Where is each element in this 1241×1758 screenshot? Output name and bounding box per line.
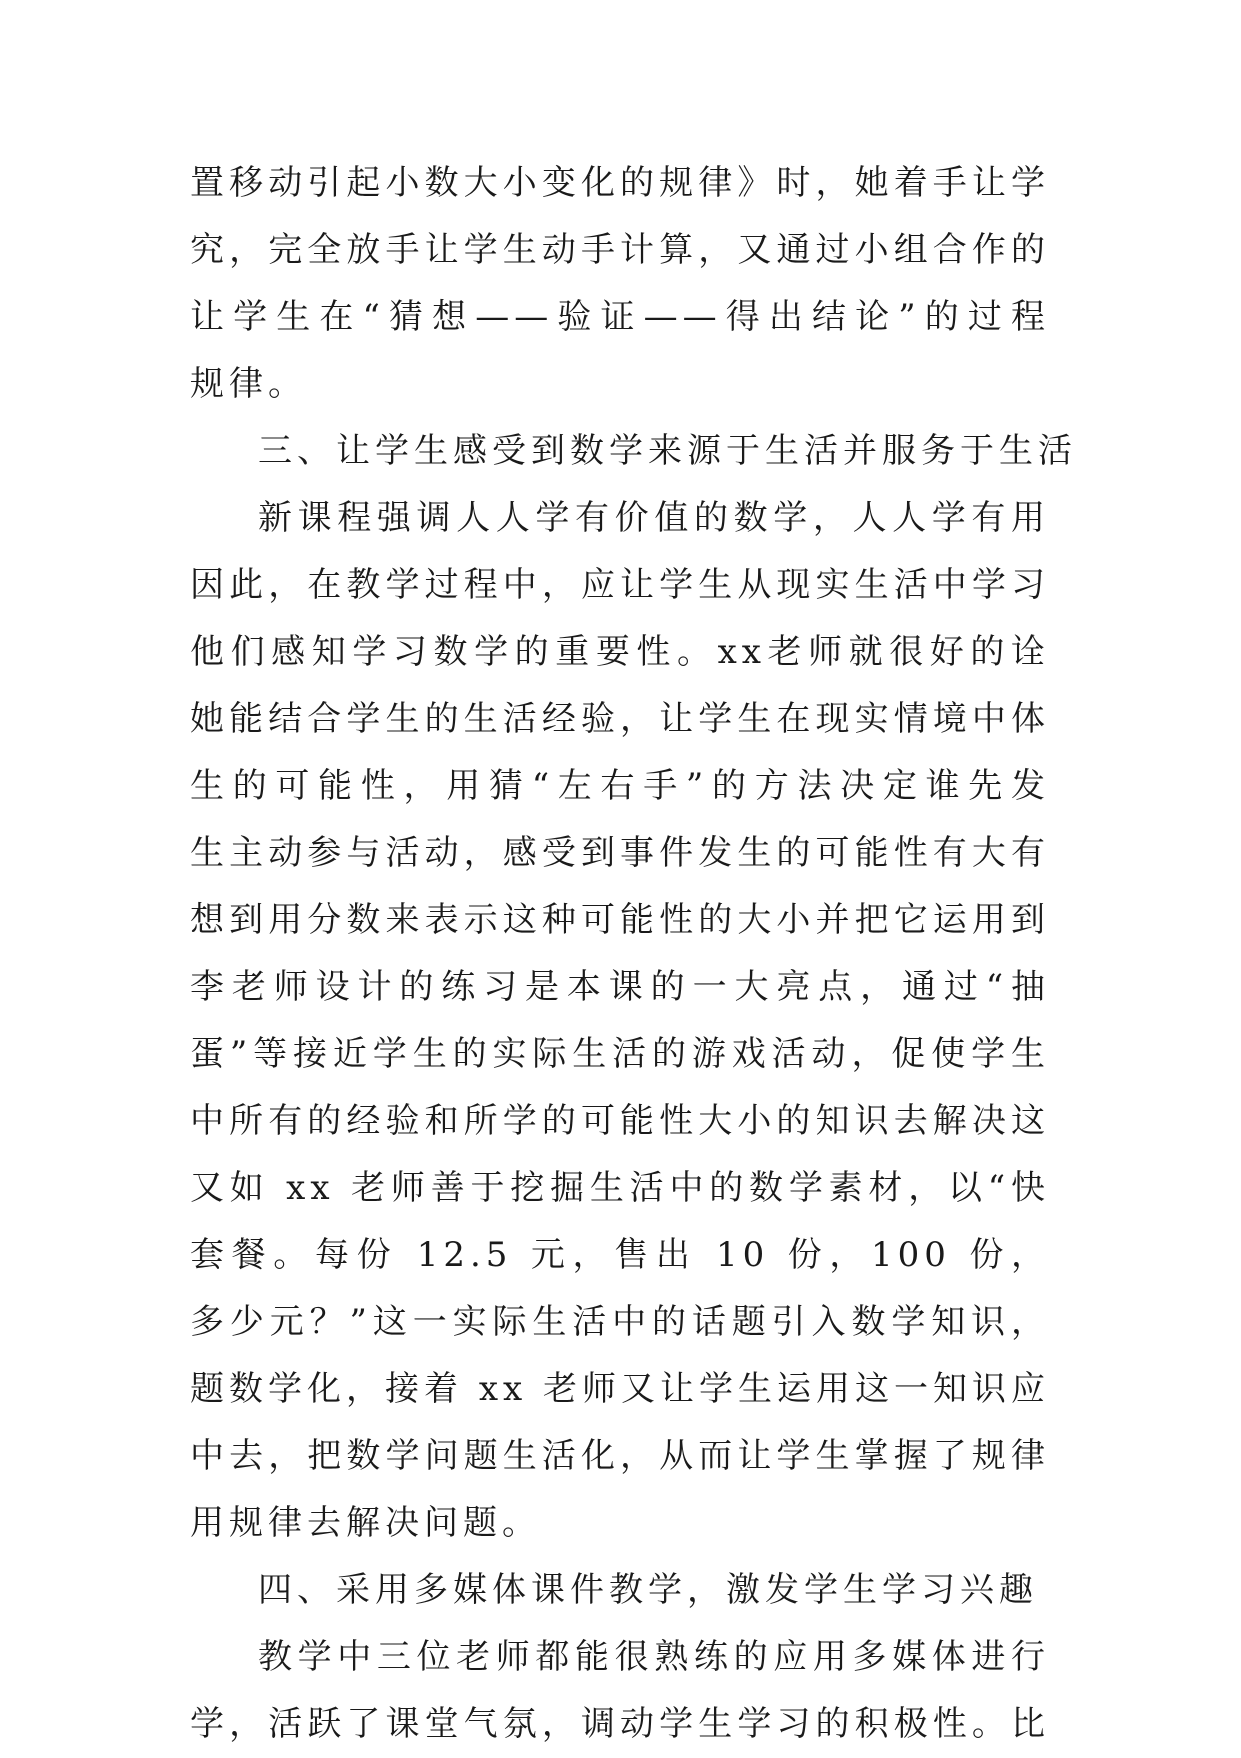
text-line: 让学生在“猜想——验证——得出结论”的过程 xyxy=(190,297,1050,337)
document-body xyxy=(190,150,1077,1758)
section-heading: 三、让学生感受到数学来源于生活并服务于生活 xyxy=(258,431,1077,471)
text-line: 中所有的经验和所学的可能性大小的知识去解决这 xyxy=(190,1101,1050,1141)
text-line: 他们感知学习数学的重要性。xx老师就很好的诠 xyxy=(190,632,1050,672)
text-line: 又如 xx 老师善于挖掘生活中的数学素材，以“快 xyxy=(190,1168,1050,1208)
text-line: 想到用分数来表示这种可能性的大小并把它运用到 xyxy=(190,900,1050,940)
text-line: 新课程强调人人学有价值的数学，人人学有用 xyxy=(258,498,1050,538)
text-line: 生主动参与活动，感受到事件发生的可能性有大有 xyxy=(190,833,1050,873)
text-line: 李老师设计的练习是本课的一大亮点，通过“抽 xyxy=(190,967,1050,1007)
text-line: 套餐。每份 12.5 元，售出 10 份，100 份， xyxy=(190,1235,1050,1275)
text-line: 生的可能性，用猜“左右手”的方法决定谁先发 xyxy=(190,766,1050,806)
text-line: 她能结合学生的生活经验，让学生在现实情境中体 xyxy=(190,699,1050,739)
text-line: 教学中三位老师都能很熟练的应用多媒体进行 xyxy=(258,1637,1050,1677)
text-line: 用规律去解决问题。 xyxy=(190,1503,541,1543)
text-line: 因此，在教学过程中，应让学生从现实生活中学习 xyxy=(190,565,1050,605)
text-line: 多少元？”这一实际生活中的话题引入数学知识， xyxy=(190,1302,1050,1342)
text-line: 中去，把数学问题生活化，从而让学生掌握了规律 xyxy=(190,1436,1050,1476)
text-line: 规律。 xyxy=(190,364,307,404)
text-line: 置移动引起小数大小变化的规律》时，她着手让学 xyxy=(190,163,1050,203)
text-line: 究，完全放手让学生动手计算，又通过小组合作的 xyxy=(190,230,1050,270)
text-line: 蛋”等接近学生的实际生活的游戏活动，促使学生 xyxy=(190,1034,1050,1074)
section-heading: 四、采用多媒体课件教学，激发学生学习兴趣 xyxy=(258,1570,1038,1610)
text-line: 学，活跃了课堂气氛，调动学生学习的积极性。比 xyxy=(190,1704,1050,1744)
text-line: 题数学化，接着 xx 老师又让学生运用这一知识应 xyxy=(190,1369,1050,1409)
